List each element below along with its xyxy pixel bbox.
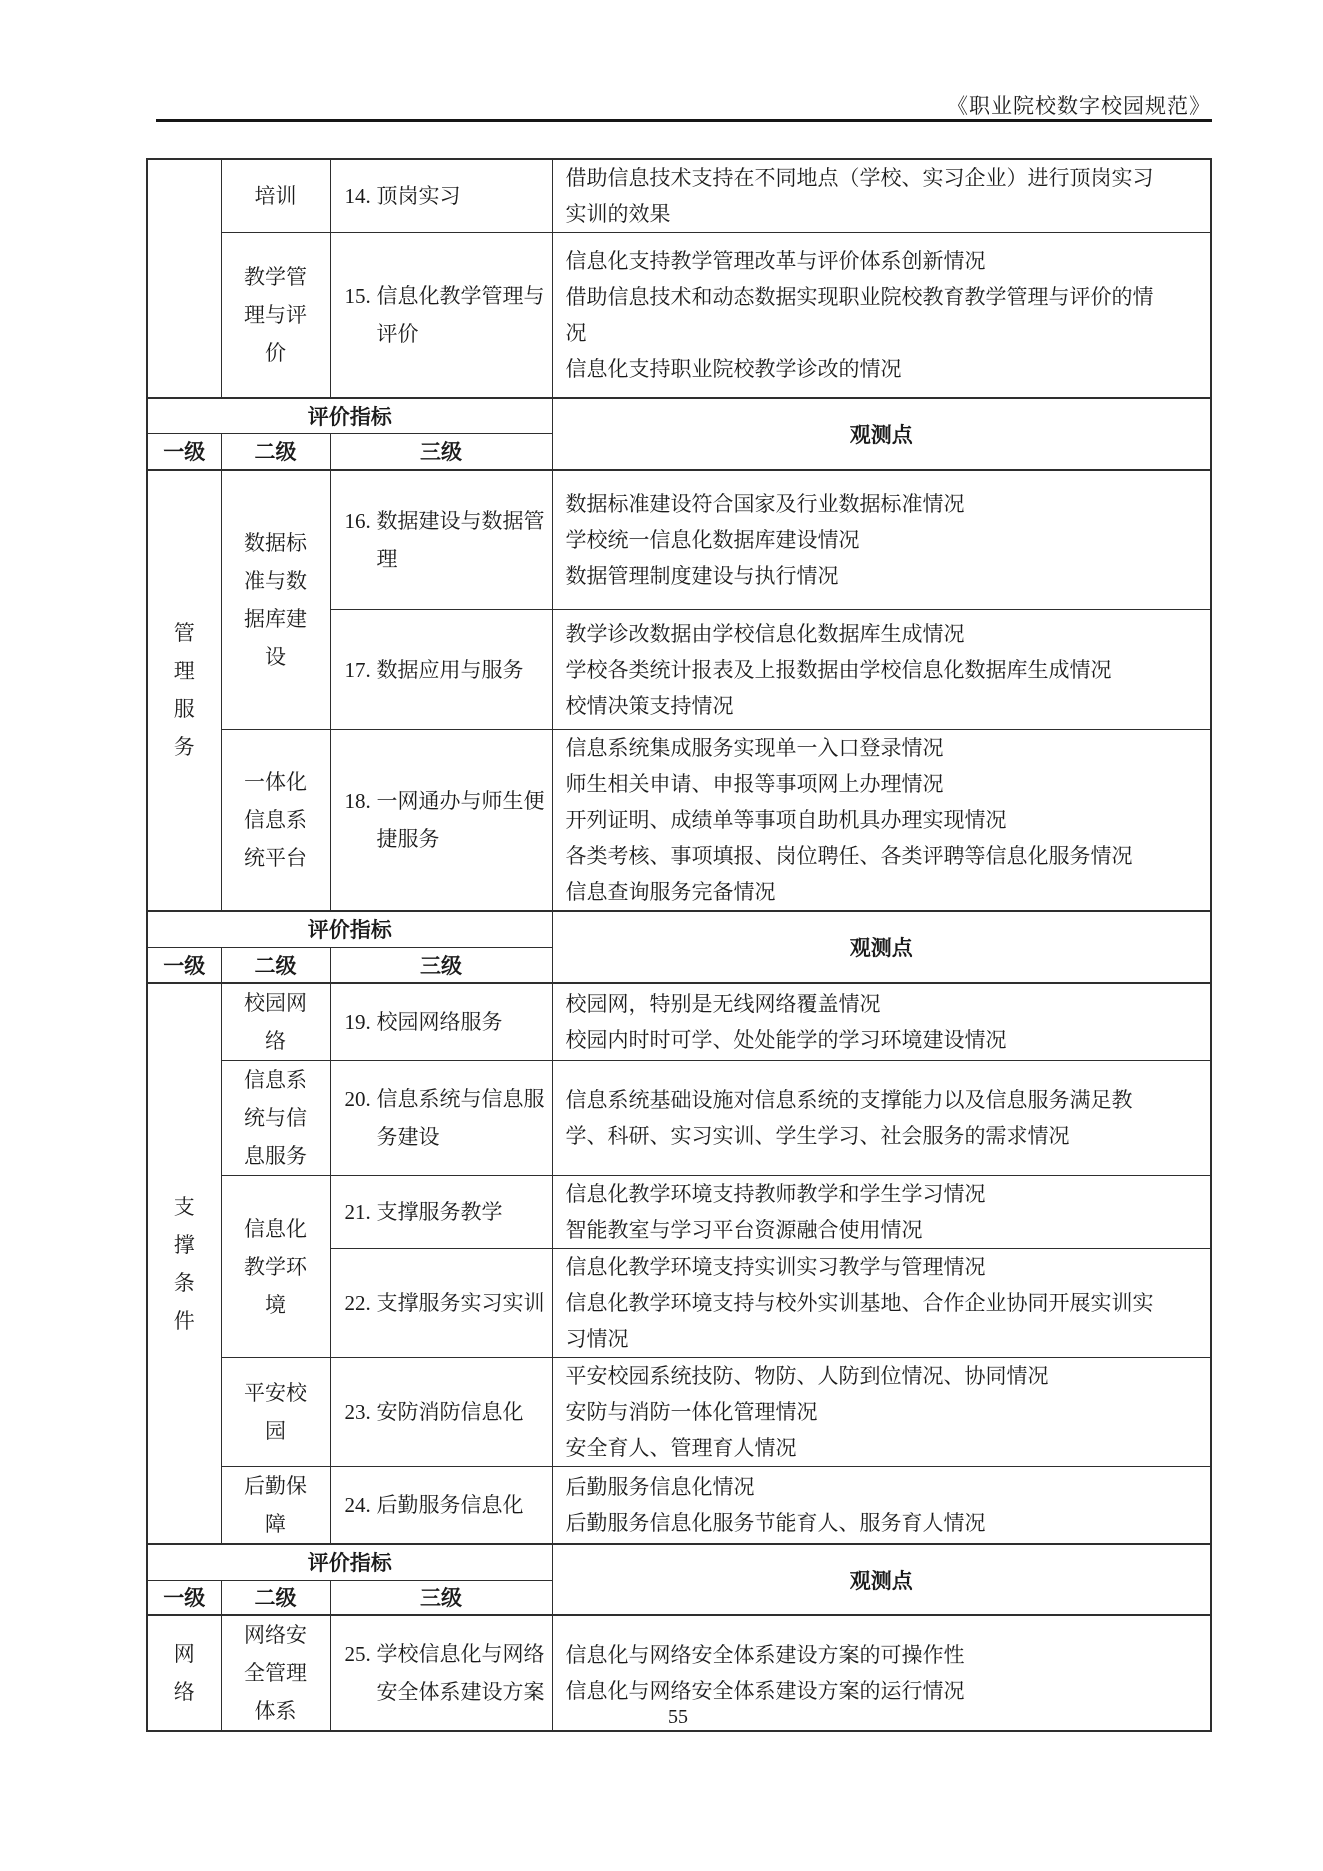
table-row: [147, 983, 1211, 1061]
level2-cell: [221, 1061, 330, 1176]
observations-cell: [552, 159, 1211, 233]
observation-item: 借助信息技术和动态数据实现职业院校教育教学管理与评价的情况: [565, 284, 1154, 345]
level2-label: 后勤保障: [244, 1474, 307, 1536]
observation-item: 信息系统集成服务实现单一入口登录情况: [565, 736, 944, 760]
observation-item: 信息化教学环境支持与校外实训基地、合作企业协同开展实训实习情况: [565, 1291, 1154, 1351]
level1-cell: [147, 470, 221, 912]
level3-cell: [330, 730, 552, 912]
level3-item: [345, 1080, 549, 1156]
table-row: [147, 1467, 1211, 1545]
level2-label: 数据标准与数据库建设: [244, 530, 307, 669]
item-title: 数据应用与服务: [376, 657, 524, 682]
item-number: 14.: [344, 184, 371, 208]
observation-item: 后勤服务信息化服务节能育人、服务育人情况: [565, 1511, 986, 1535]
level3-item: [345, 502, 549, 578]
observation-item: 信息化支持教学管理改革与评价体系创新情况: [565, 248, 986, 273]
item-number: 16.: [344, 508, 371, 533]
level2-cell: [221, 1176, 330, 1358]
observation-item: 校情决策支持情况: [565, 693, 734, 718]
level2-cell: [221, 470, 330, 730]
item-title: 信息系统与信息服务建设: [376, 1087, 545, 1149]
observations-cell: [552, 1061, 1211, 1176]
observation-item: 安防与消防一体化管理情况: [565, 1400, 818, 1424]
item-number: 15.: [344, 283, 371, 308]
level3-cell: [330, 233, 552, 398]
level2-header: 二级: [221, 1580, 330, 1615]
level1-cell: [147, 983, 221, 1544]
observation-item: 师生相关申请、申报等事项网上办理情况: [565, 772, 944, 796]
observation-item: 教学诊改数据由学校信息化数据库生成情况: [565, 621, 965, 646]
level3-cell: [330, 470, 552, 610]
level1-header: 一级: [147, 947, 221, 983]
table-row: [147, 1176, 1211, 1249]
indicator-table: [146, 158, 1212, 1732]
table-row: [147, 1358, 1211, 1467]
item-number: 18.: [344, 789, 371, 813]
level2-cell: [221, 1467, 330, 1545]
observation-item: 信息系统基础设施对信息系统的支撑能力以及信息服务满足教学、科研、实习实训、学生学习、社会服务的需求情况: [565, 1088, 1133, 1148]
level1-label: 支撑条件: [173, 1194, 195, 1333]
observation-header: 观测点: [552, 911, 1211, 983]
level2-label: 教学管理与评价: [244, 264, 307, 365]
table-row: [147, 1061, 1211, 1176]
observation-item: 信息化与网络安全体系建设方案的运行情况: [565, 1679, 965, 1703]
table-row: [147, 233, 1211, 398]
table-row: [147, 470, 1211, 610]
level3-cell: [330, 1358, 552, 1467]
level3-header: 三级: [330, 434, 552, 470]
header-row: [147, 911, 1211, 947]
level3-cell: [330, 159, 552, 233]
observations-cell: [552, 730, 1211, 912]
level2-label: 培训: [254, 184, 297, 208]
page-number: 55: [668, 1706, 688, 1728]
level3-cell: [330, 1467, 552, 1545]
item-number: 17.: [344, 657, 371, 682]
eval-indicator-header: 评价指标: [147, 398, 552, 434]
header-row: [147, 1544, 1211, 1580]
level1-cell-empty: [147, 159, 221, 398]
observation-item: 校园网，特别是无线网络覆盖情况: [565, 992, 881, 1016]
header-rule: [156, 119, 1212, 122]
level2-header: 二级: [221, 434, 330, 470]
eval-indicator-header: 评价指标: [147, 911, 552, 947]
level2-cell: [221, 730, 330, 912]
level1-label: 网络: [173, 1642, 195, 1704]
table-row: [147, 730, 1211, 912]
item-number: 20.: [344, 1087, 371, 1111]
item-number: 19.: [344, 1010, 371, 1034]
level3-cell: [330, 1061, 552, 1176]
observation-item: 智能教室与学习平台资源融合使用情况: [565, 1218, 923, 1242]
level2-label: 校园网络: [244, 991, 307, 1053]
level2-header: 二级: [221, 947, 330, 983]
observations-cell: [552, 1358, 1211, 1467]
observation-item: 借助信息技术支持在不同地点（学校、实习企业）进行顶岗实习实训的效果: [565, 166, 1154, 226]
level3-item: [345, 1635, 549, 1711]
level2-label: 网络安全管理体系: [244, 1623, 307, 1723]
level3-header: 三级: [330, 1580, 552, 1615]
observation-item: 学校统一信息化数据库建设情况: [565, 527, 860, 552]
level3-cell: [330, 610, 552, 730]
item-title: 学校信息化与网络安全体系建设方案: [376, 1642, 545, 1704]
observation-item: 平安校园系统技防、物防、人防到位情况、协同情况: [565, 1364, 1049, 1388]
observation-header: 观测点: [552, 1544, 1211, 1615]
observation-item: 安全育人、管理育人情况: [565, 1436, 797, 1460]
document-header-title: 《职业院校数字校园规范》: [947, 94, 1211, 118]
observation-item: 信息查询服务完备情况: [565, 880, 776, 904]
level2-cell: [221, 983, 330, 1061]
observations-cell: [552, 1467, 1211, 1545]
observation-item: 数据管理制度建设与执行情况: [565, 563, 839, 588]
observation-header: 观测点: [552, 398, 1211, 470]
item-title: 安防消防信息化: [376, 1400, 524, 1424]
observation-item: 开列证明、成绩单等事项自助机具办理实现情况: [565, 808, 1007, 832]
eval-indicator-header: 评价指标: [147, 1544, 552, 1580]
level3-item: [345, 1393, 549, 1431]
item-number: 21.: [344, 1200, 371, 1224]
observation-item: 信息化与网络安全体系建设方案的可操作性: [565, 1643, 965, 1667]
level2-cell: [221, 159, 330, 233]
observation-item: 数据标准建设符合国家及行业数据标准情况: [565, 491, 965, 516]
item-number: 22.: [344, 1291, 371, 1315]
observations-cell: [552, 470, 1211, 610]
observation-item: 信息化教学环境支持教师教学和学生学习情况: [565, 1182, 986, 1206]
observation-item: 后勤服务信息化情况: [565, 1475, 755, 1499]
level1-header: 一级: [147, 434, 221, 470]
level3-item: [345, 1193, 549, 1231]
observation-item: 各类考核、事项填报、岗位聘任、各类评聘等信息化服务情况: [565, 844, 1133, 868]
observations-cell: [552, 610, 1211, 730]
level3-item: [345, 1486, 549, 1524]
item-title: 数据建设与数据管理: [376, 508, 545, 571]
level3-item: [345, 1284, 549, 1322]
level2-label: 信息化教学环境: [244, 1216, 307, 1317]
item-number: 23.: [344, 1400, 371, 1424]
level3-header: 三级: [330, 947, 552, 983]
level3-cell: [330, 1249, 552, 1358]
level1-label: 管理服务: [173, 621, 195, 760]
item-title: 顶岗实习: [376, 184, 461, 208]
level3-item: [345, 782, 549, 858]
observations-cell: [552, 1249, 1211, 1358]
item-title: 信息化教学管理与评价: [376, 283, 545, 346]
table-row: [147, 159, 1211, 233]
level3-item: [345, 1003, 549, 1041]
level2-cell: [221, 233, 330, 398]
level2-label: 一体化信息系统平台: [244, 770, 307, 870]
item-title: 后勤服务信息化: [376, 1493, 524, 1517]
level1-header: 一级: [147, 1580, 221, 1615]
level3-item: [345, 651, 549, 689]
observation-item: 校园内时时可学、处处能学的学习环境建设情况: [565, 1028, 1007, 1052]
observations-cell: [552, 233, 1211, 398]
level3-item: [345, 277, 549, 353]
observation-item: 学校各类统计报表及上报数据由学校信息化数据库生成情况: [565, 657, 1112, 682]
item-title: 一网通办与师生便捷服务: [376, 789, 545, 851]
observation-item: 信息化支持职业院校教学诊改的情况: [565, 356, 902, 381]
level2-cell: [221, 1358, 330, 1467]
observations-cell: [552, 1176, 1211, 1249]
level3-cell: [330, 1176, 552, 1249]
item-number: 24.: [344, 1493, 371, 1517]
observations-cell: [552, 983, 1211, 1061]
item-title: 校园网络服务: [376, 1010, 503, 1034]
observation-item: 信息化教学环境支持实训实习教学与管理情况: [565, 1255, 986, 1279]
level3-item: [345, 177, 549, 215]
level2-label: 平安校园: [244, 1381, 307, 1443]
item-title: 支撑服务实习实训: [376, 1291, 545, 1315]
item-title: 支撑服务教学: [376, 1200, 503, 1224]
level3-cell: [330, 983, 552, 1061]
item-number: 25.: [344, 1642, 371, 1666]
header-row: [147, 398, 1211, 434]
level2-label: 信息系统与信息服务: [244, 1068, 307, 1168]
